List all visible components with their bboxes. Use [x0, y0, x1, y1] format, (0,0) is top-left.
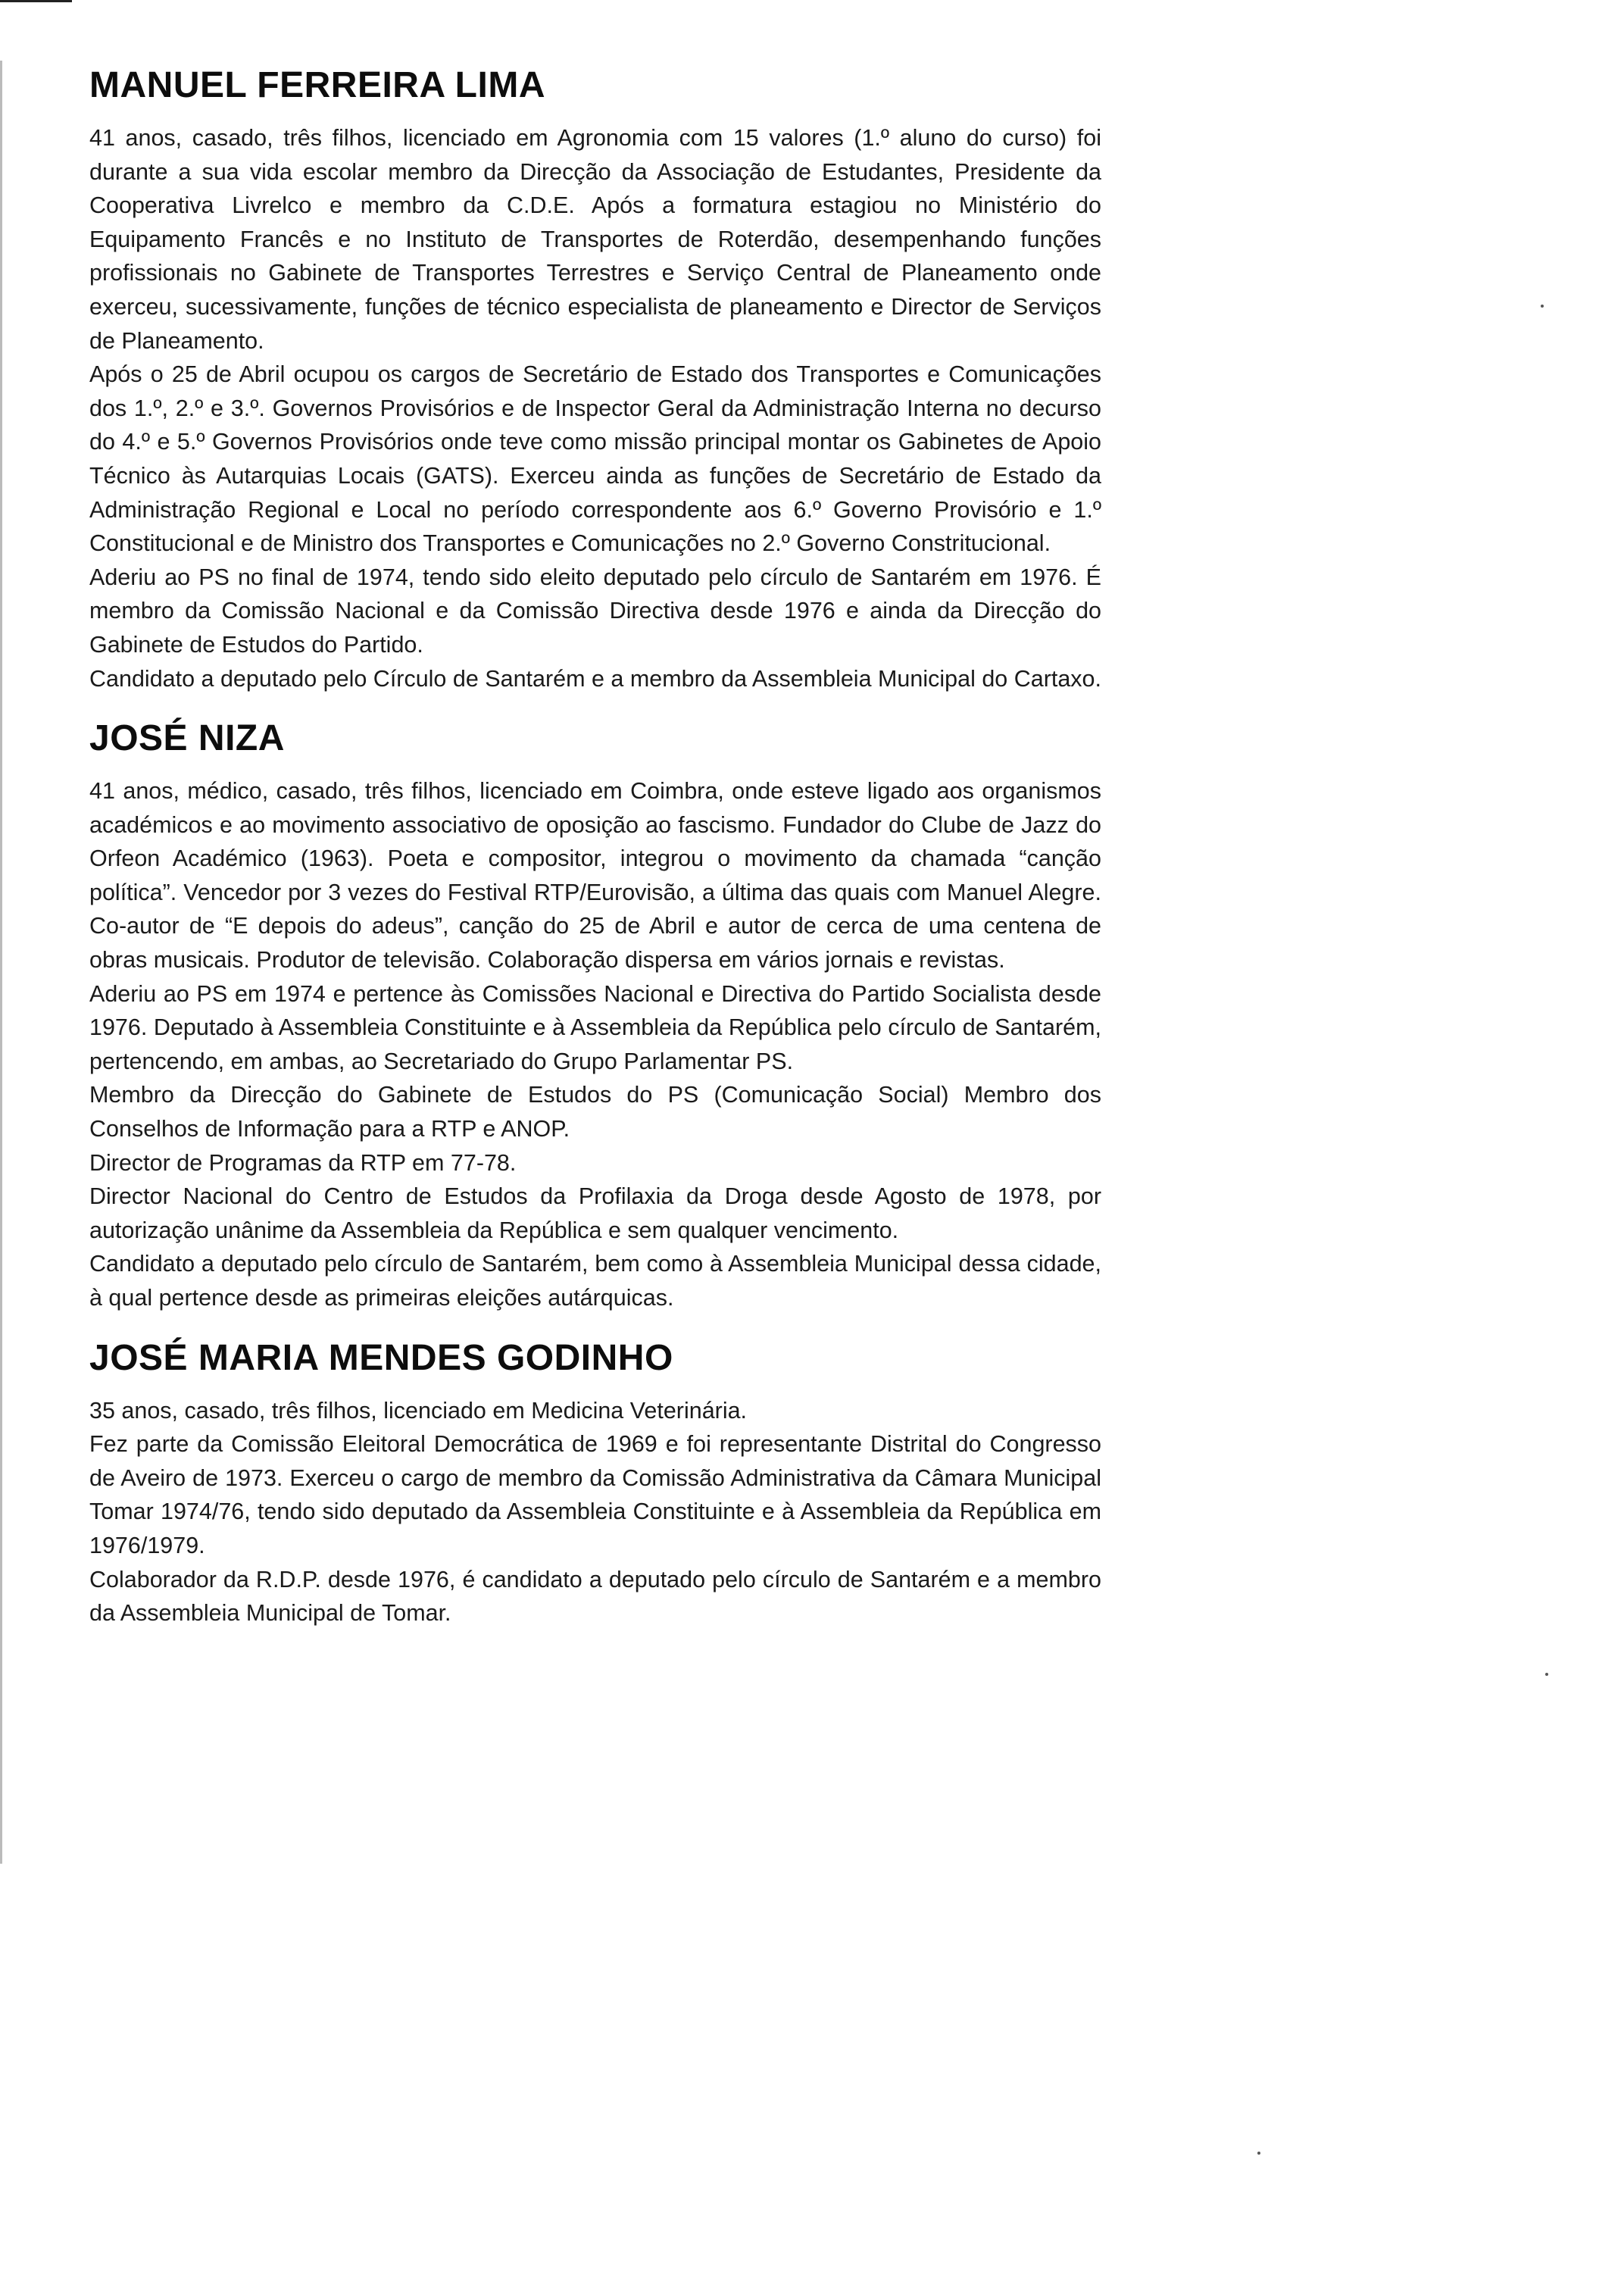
bio-manuel-ferreira-lima [89, 62, 1101, 695]
bio-name: MANUEL FERREIRA LIMA [89, 65, 545, 105]
bio-name: JOSÉ MARIA MENDES GODINHO [89, 1337, 673, 1378]
bio-paragraph: 41 anos, casado, três filhos, licenciado em Agronomia com 15 valores (1.º aluno do curso) foi durante a sua vida escolar membro da Direcção da Associação de Estudantes, Presidente da Cooperativa Livrelco e membro da C.D.E. Após a formatura estagiou no Ministério do Equipamento Francês e no Instituto de Transportes de Roterdão, desempenhando funções profissionais no Gabinete de Transportes Terrestres e Serviço Central de Planeamento onde exerceu, sucessivamente, funções de técnico especialista de planeamento e Director de Serviços de Planeamento. [89, 125, 1101, 354]
bio-paragraph: Fez parte da Comissão Eleitoral Democrática de 1969 e foi representante Distrital do Congresso de Aveiro de 1973. Exerceu o cargo de membro da Comissão Administrativa da Câmara Municipal Tomar 1974/76, tendo sido deputado da Assembleia Constituinte e à Assembleia da República em 1976/1979. [89, 1431, 1101, 1558]
bio-paragraph: 35 anos, casado, três filhos, licenciado em Medicina Veterinária. [89, 1397, 748, 1424]
bio-jose-maria-mendes-godinho [89, 1335, 1101, 1630]
bio-paragraph: Após o 25 de Abril ocupou os cargos de Secretário de Estado dos Transportes e Comunicações dos 1.º, 2.º e 3.º. Governos Provisórios e de Inspector Geral da Administração Interna no decurso do 4.º e 5.º Governos Provisórios onde teve como missão principal montar os Gabinetes de Apoio Técnico às Autarquias Locais (GATS). Exerceu ainda as funções de Secretário de Estado da Administração Regional e Local no período correspondente aos 6.º Governo Provisório e 1.º Constitucional e de Ministro dos Transportes e Comunicações no 2.º Governo Constritucional. [89, 361, 1101, 557]
bio-paragraph: Aderiu ao PS em 1974 e pertence às Comissões Nacional e Directiva do Partido Socialista desde 1976. Deputado à Assembleia Constituinte e à Assembleia da República pelo círculo de Santarém, pertencendo, em ambas, ao Secretariado do Grupo Parlamentar PS. [89, 980, 1101, 1074]
scan-speck [1545, 1673, 1548, 1676]
bio-paragraph: Membro da Direcção do Gabinete de Estudos do PS (Comunicação Social) Membro dos Conselhos de Informação para a RTP e ANOP. [89, 1082, 1101, 1142]
scan-speck [1257, 2152, 1260, 2155]
bio-jose-niza [89, 715, 1101, 1315]
scan-speck [1541, 305, 1544, 308]
bio-paragraph: 41 anos, médico, casado, três filhos, licenciado em Coimbra, onde esteve ligado aos organismos académicos e ao movimento associativo de oposição ao fascismo. Fundador do Clube de Jazz do Orfeon Académico (1963). Poeta e compositor, integrou o movimento da chamada “canção política”. Vencedor por 3 vezes do Festival RTP/Eurovisão, a última das quais com Manuel Alegre. Co-autor de “E depois do adeus”, canção do 25 de Abril e autor de cerca de uma centena de obras musicais. Produtor de televisão. Colaboração dispersa em vários jornais e revistas. [89, 778, 1101, 974]
scan-edge-mark [0, 0, 72, 2]
bio-paragraph: Director Nacional do Centro de Estudos da Profilaxia da Droga desde Agosto de 1978, por autorização unânime da Assembleia da República e sem qualquer vencimento. [89, 1183, 1101, 1243]
bio-paragraph: Colaborador da R.D.P. desde 1976, é candidato a deputado pelo círculo de Santarém e a membro da Assembleia Municipal de Tomar. [89, 1566, 1101, 1627]
document-body [89, 62, 1101, 1630]
bio-paragraph: Candidato a deputado pelo Círculo de Santarém e a membro da Assembleia Municipal do Cartaxo. [89, 665, 1101, 692]
bio-name: JOSÉ NIZA [89, 718, 285, 759]
bio-paragraph: Aderiu ao PS no final de 1974, tendo sido eleito deputado pelo círculo de Santarém em 1976. É membro da Comissão Nacional e da Comissão Directiva desde 1976 e ainda da Direcção do Gabinete de Estudos do Partido. [89, 564, 1101, 658]
scan-left-edge [0, 61, 2, 1864]
bio-paragraph: Director de Programas da RTP em 77-78. [89, 1149, 517, 1176]
bio-paragraph: Candidato a deputado pelo círculo de Santarém, bem como à Assembleia Municipal dessa cidade, à qual pertence desde as primeiras eleições autárquicas. [89, 1251, 1101, 1311]
